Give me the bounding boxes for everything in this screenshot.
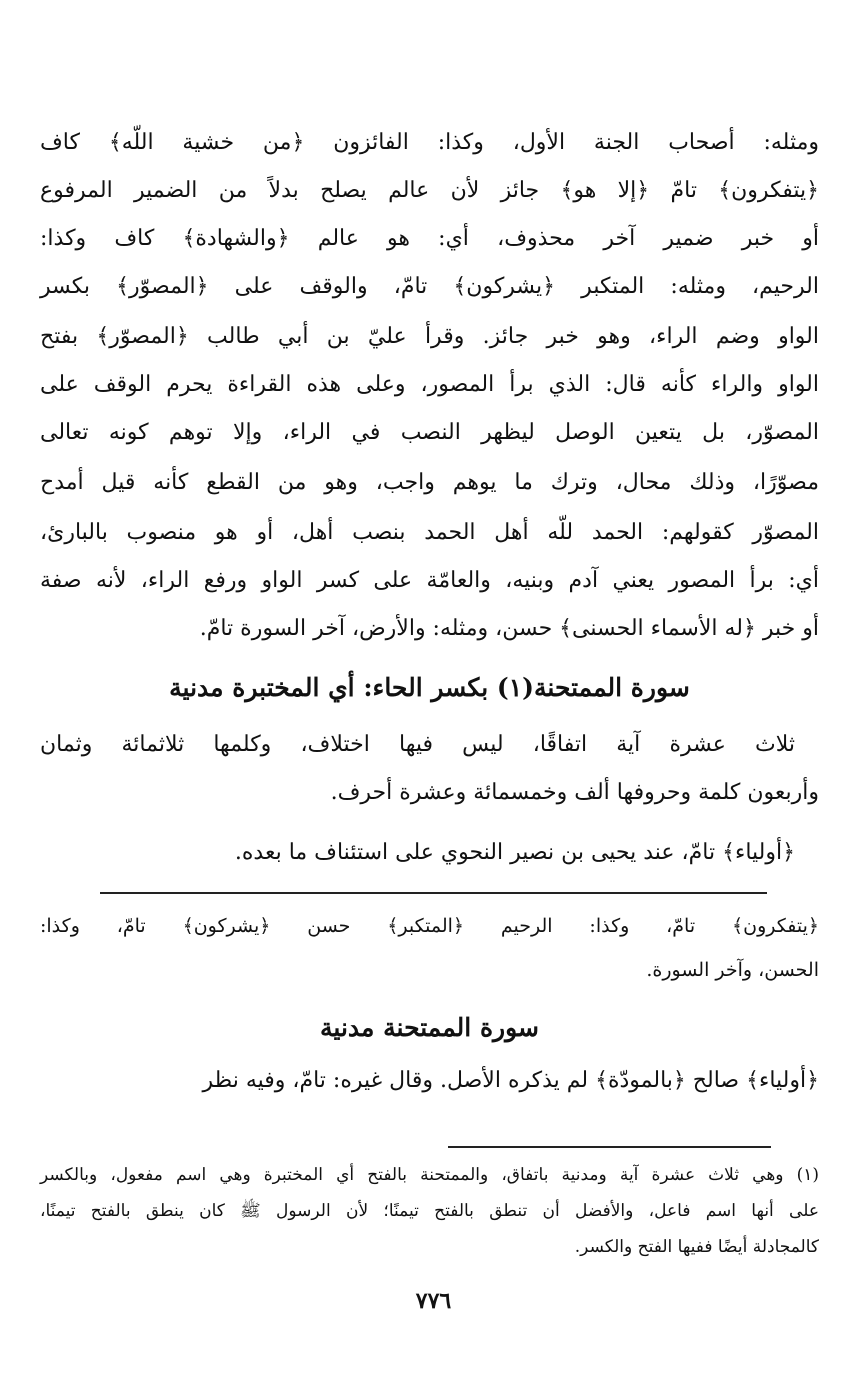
stop-note-line: ﴿أولياء﴾ تامّ، عند يحيى بن نصير النحوي على استئناف ما بعده. [234, 840, 795, 865]
text-line: الواو وضم الراء، وهو خبر جائز. وقرأ عليّ بن أبي طالب ﴿المصوّر﴾ بفتح [40, 324, 819, 349]
page-number: ٧٧٦ [415, 1288, 452, 1314]
note-line: ﴿يتفكرون﴾ تامّ، وكذا: الرحيم ﴿المتكبر﴾ حسن ﴿يشركون﴾ تامّ، وكذا: [40, 915, 819, 937]
footnote-rule [448, 1146, 771, 1148]
text-line: أي: برأ المصور يعني آدم وبنيه، والعامّة على كسر الواو ورفع الراء، لأنه صفة [40, 568, 819, 593]
footnote-line: (١) وهي ثلاث عشرة آية ومدنية باتفاق، والممتحنة بالفتح أي المختبرة وهي اسم مفعول، وبالكسر [40, 1165, 819, 1185]
separator-rule [100, 892, 767, 894]
text-line: أو خبر ضمير آخر محذوف، أي: هو عالم ﴿والشهادة﴾ كاف وكذا: [40, 226, 819, 251]
footnote-line: على أنها اسم فاعل، والأفضل أن تنطق بالفتح تيمنًا؛ لأن الرسول ﷺ كان ينطق بالفتح تيمنًا، [40, 1201, 819, 1221]
text-line: ﴿أولياء﴾ صالح ﴿بالمودّة﴾ لم يذكره الأصل. وقال غيره: تامّ، وفيه نظر [202, 1068, 819, 1093]
surah-heading: سورة الممتحنة(١) بكسر الحاء: أي المختبرة مدنية [169, 673, 690, 702]
text-line: الواو والراء كأنه قال: الذي برأ المصور، وعلى هذه القراءة يحرم الوقف على [40, 372, 819, 397]
text-line: المصوّر كقولهم: الحمد للّه أهل الحمد بنصب أهل، أو هو منصوب بالبارئ، [40, 520, 819, 545]
note-line: الحسن، وآخر السورة. [646, 959, 819, 981]
text-line: أو خبر ﴿له الأسماء الحسنى﴾ حسن، ومثله: والأرض، آخر السورة تامّ. [199, 616, 819, 641]
footnote-line: كالمجادلة أيضًا ففيها الفتح والكسر. [574, 1237, 819, 1257]
text-line: الرحيم، ومثله: المتكبر ﴿يشركون﴾ تامّ، والوقف على ﴿المصوّر﴾ بكسر [40, 274, 819, 299]
text-line: وأربعون كلمة وحروفها ألف وخمسمائة وعشرة أحرف. [330, 780, 819, 805]
text-line: ومثله: أصحاب الجنة الأول، وكذا: الفائزون ﴿من خشية اللّه﴾ كاف [40, 130, 819, 155]
text-line: ثلاث عشرة آية اتفاقًا، ليس فيها اختلاف، وكلمها ثلاثمائة وثمان [40, 732, 795, 757]
text-line: ﴿يتفكرون﴾ تامّ ﴿إلا هو﴾ جائز لأن عالم يصلح بدلاً من الضمير المرفوع [40, 178, 819, 203]
text-line: مصوّرًا، وذلك محال، وترك ما يوهم واجب، وهو من القطع كأنه قيل أمدح [40, 470, 819, 495]
text-line: المصوّر، بل يتعين الوصل ليظهر النصب في الراء، وإلا توهم كونه تعالى [40, 420, 819, 445]
surah-heading-second: سورة الممتحنة مدنية [320, 1013, 539, 1042]
